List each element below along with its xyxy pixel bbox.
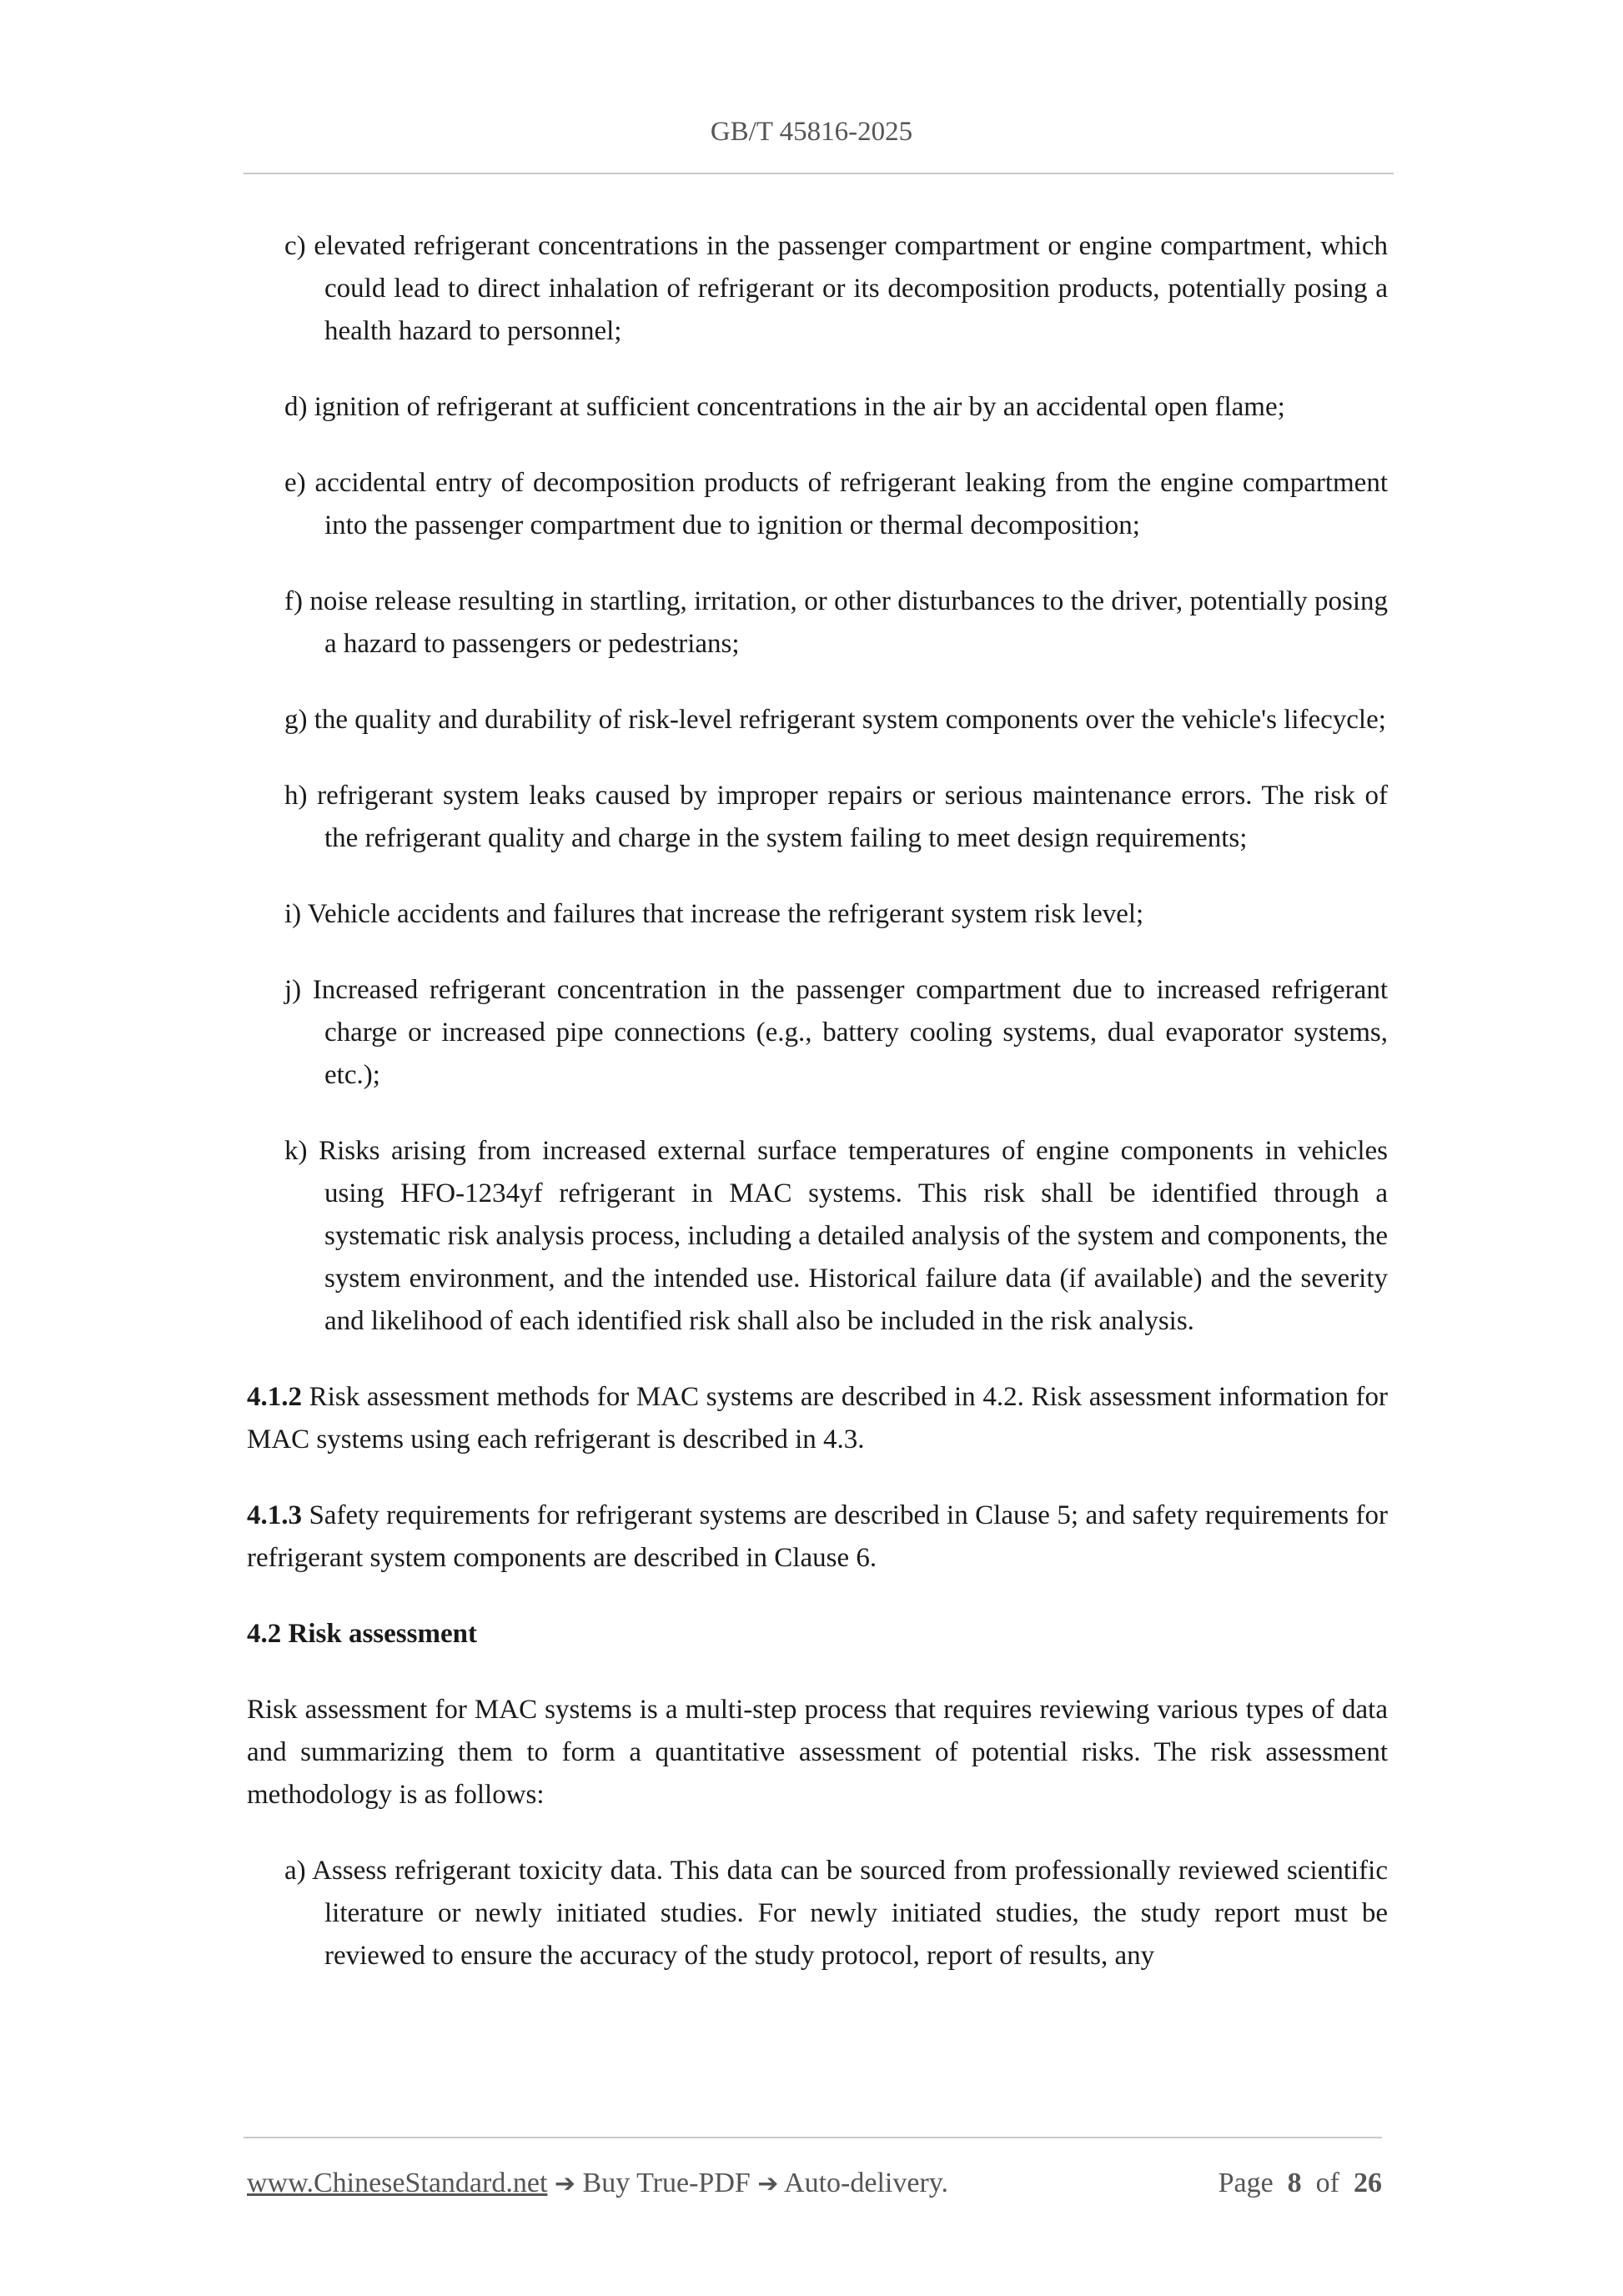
section-heading-4-2: 4.2 Risk assessment — [247, 1619, 477, 1649]
list-item-j: j) Increased refrigerant concentration in the passenger compartment due to increased refrigerant charge or increased pipe connections (e.g., battery cooling systems, dual evaporator systems, etc.); — [284, 975, 1388, 1090]
total-page-number: 26 — [1354, 2168, 1382, 2198]
footer-promo — [247, 2163, 948, 2204]
website-link[interactable]: www.ChineseStandard.net — [247, 2168, 548, 2198]
clause-number: 4.1.3 — [247, 1500, 302, 1530]
list-item-g: g) the quality and durability of risk-level refrigerant system components over the vehicle's lifecycle; — [284, 705, 1386, 735]
list-item-k: k) Risks arising from increased external surface temperatures of engine components in vehicles using HFO-1234yf refrigerant in MAC systems. This risk shall be identified through a systematic risk analysis process, including a detailed analysis of the system and components, the system environment, and the intended use. Historical failure data (if available) and the severity and likelihood of each identified risk shall also be included in the risk analysis. — [284, 1136, 1388, 1336]
header-divider — [244, 173, 1394, 174]
of-label: of — [1315, 2168, 1339, 2198]
delivery-text: Auto-delivery. — [778, 2168, 949, 2198]
clause-text: Risk assessment methods for MAC systems are described in 4.2. Risk assessment information for MAC systems using each refrigerant is described in 4.3. — [247, 1382, 1388, 1454]
list-item-e: e) accidental entry of decomposition products of refrigerant leaking from the engine compartment into the passenger compartment due to ignition or thermal decomposition; — [284, 468, 1388, 540]
page-label: Page — [1218, 2168, 1274, 2198]
section-4-2-intro: Risk assessment for MAC systems is a multi-step process that requires reviewing various types of data and summarizing them to form a quantitative assessment of potential risks. The risk assessment methodology is as follows: — [247, 1695, 1388, 1810]
list-item-c: c) elevated refrigerant concentrations in the passenger compartment or engine compartment, which could lead to direct inhalation of refrigerant or its decomposition products, potentially posing a health hazard to personnel; — [284, 231, 1388, 346]
page-counter — [1219, 2163, 1382, 2203]
list-item-i: i) Vehicle accidents and failures that increase the refrigerant system risk level; — [284, 899, 1144, 929]
clause-4-1-3 — [247, 1495, 1388, 1580]
arrow-right-icon: ➔ — [757, 2169, 779, 2198]
clause-text: Safety requirements for refrigerant systems are described in Clause 5; and safety requirements for refrigerant system components are described in Clause 6. — [247, 1500, 1388, 1573]
footer-divider — [244, 2137, 1382, 2138]
list-item-f: f) noise release resulting in startling, irritation, or other disturbances to the driver, potentially posing a hazard to passengers or pedestrians; — [284, 586, 1388, 659]
list-item-a: a) Assess refrigerant toxicity data. This data can be sourced from professionally reviewed scientific literature or newly initiated studies. For newly initiated studies, the study report must be reviewed to ensure the accuracy of the study protocol, report of results, any — [284, 1856, 1388, 1971]
list-item-h: h) refrigerant system leaks caused by improper repairs or serious maintenance errors. The risk of the refrigerant quality and charge in the system failing to meet design requirements; — [284, 781, 1388, 853]
clause-number: 4.1.2 — [247, 1382, 302, 1412]
clause-4-1-2 — [247, 1376, 1388, 1461]
document-body — [0, 225, 1623, 2011]
arrow-right-icon: ➔ — [554, 2169, 576, 2198]
page-footer — [247, 2163, 1382, 2203]
header-standard-number: GB/T 45816-2025 — [710, 117, 913, 147]
list-item-d: d) ignition of refrigerant at sufficient concentrations in the air by an accidental open flame; — [284, 392, 1285, 422]
buy-text: Buy True-PDF — [575, 2168, 758, 2198]
current-page-number: 8 — [1287, 2168, 1302, 2198]
